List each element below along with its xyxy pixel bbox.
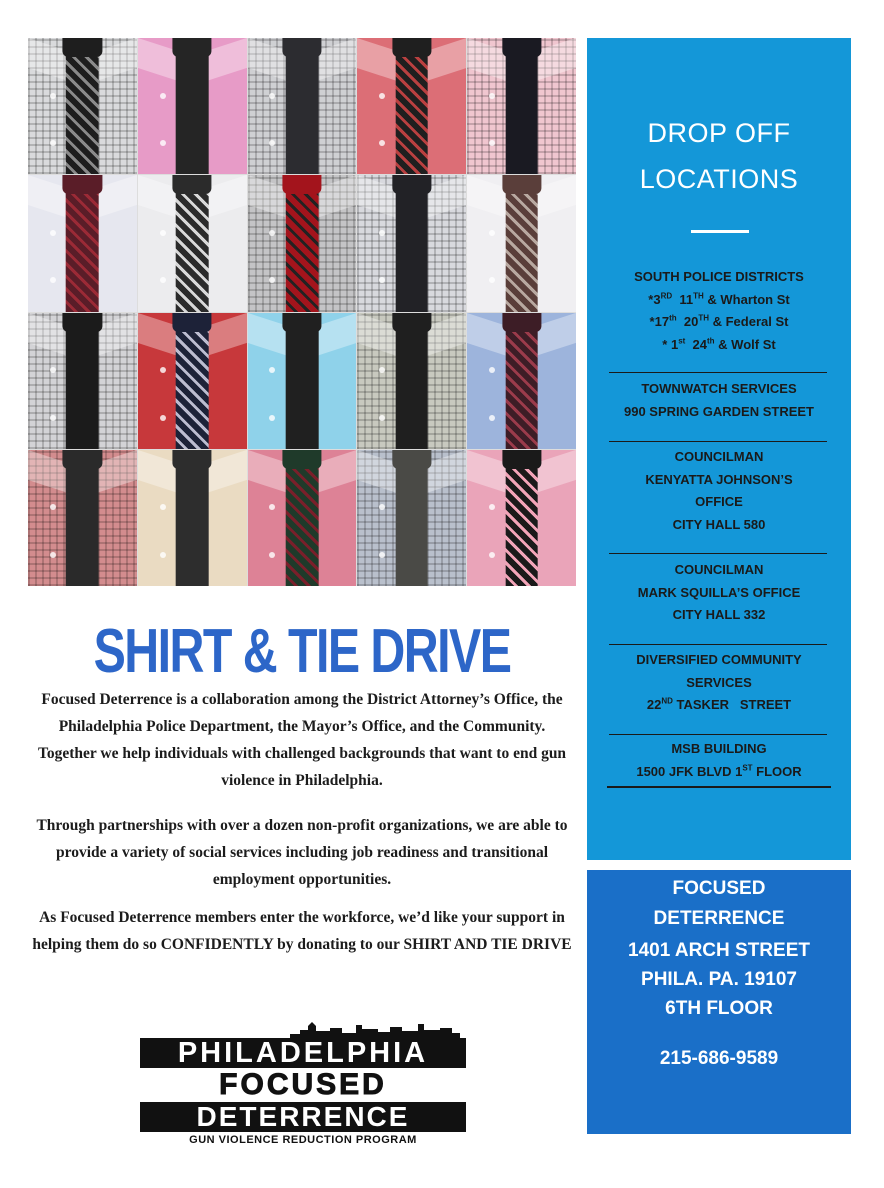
- necktie: [176, 313, 209, 449]
- shirt-tie-tile: [467, 313, 576, 449]
- shirt-tie-tile: [28, 450, 137, 586]
- intro-paragraph: Focused Deterrence is a collaboration among the District Attorney’s Office, the Philadelphia Police Department, the Mayor’s Office, and the Community. Together we help individuals with challenged backgrounds that want to end gun violence in Philadelphia.: [37, 691, 567, 789]
- shirt-tie-tile: [467, 450, 576, 586]
- location-townwatch: [607, 378, 831, 423]
- squilla-line-3: CITY HALL 332: [672, 607, 766, 622]
- squilla-line-1: COUNCILMAN: [674, 562, 764, 577]
- necktie: [176, 38, 209, 174]
- drop-off-heading: [587, 110, 851, 202]
- townwatch-name: TOWNWATCH SERVICES: [641, 381, 797, 396]
- location-south-districts: [607, 266, 831, 356]
- shirt-tie-tile: [138, 38, 247, 174]
- address-line-3: 6TH FLOOR: [665, 998, 773, 1019]
- msb-address: 1500 JFK BLVD 1ST FLOOR: [636, 763, 802, 779]
- location-diversified-services: [607, 649, 831, 717]
- necktie: [286, 38, 319, 174]
- contact-organization: [587, 874, 851, 934]
- necktie: [66, 450, 99, 586]
- shirt-tie-tile: [467, 38, 576, 174]
- page-title: SHIRT & TIE DRIVE: [93, 617, 511, 686]
- shirts-and-ties-photo: [28, 38, 576, 586]
- shirt-tie-tile: [28, 313, 137, 449]
- donation-paragraph: As Focused Deterrence members enter the workforce, we’d like your support in helping them do so CONFIDENTLY by donating to our SHIRT AND TIE DRIVE: [32, 909, 572, 953]
- necktie: [66, 313, 99, 449]
- location-divider: [607, 786, 831, 788]
- johnson-line-3: OFFICE: [695, 494, 743, 509]
- logo-tagline: GUN VIOLENCE REDUCTION PROGRAM: [189, 1134, 417, 1146]
- necktie: [395, 38, 428, 174]
- location-squilla-office: [607, 559, 831, 627]
- necktie: [66, 38, 99, 174]
- necktie: [66, 175, 99, 311]
- address-line-2: PHILA. PA. 19107: [641, 969, 797, 990]
- contact-phone: 215-686-9589: [659, 1048, 779, 1069]
- shirt-tie-tile: [248, 450, 357, 586]
- necktie: [286, 450, 319, 586]
- drop-off-panel: [587, 38, 851, 860]
- logo-deterrence: DETERRENCE: [140, 1102, 466, 1132]
- necktie: [505, 313, 538, 449]
- shirt-tie-tile: [467, 175, 576, 311]
- partnerships-paragraph: Through partnerships with over a dozen non-profit organizations, we are able to provide a variety of social services including job readiness and transitional employment opportunities.: [36, 817, 568, 888]
- location-divider: [609, 553, 827, 554]
- location-msb-building: [607, 738, 831, 783]
- heading-line-1: DROP OFF: [647, 118, 791, 148]
- org-line-2: DETERRENCE: [653, 908, 785, 929]
- johnson-line-4: CITY HALL 580: [672, 516, 766, 532]
- south-title: SOUTH POLICE DISTRICTS: [634, 269, 804, 284]
- diversified-line-1: DIVERSIFIED COMMUNITY: [636, 652, 802, 667]
- south-district-3: * 1st 24th & Wolf St: [662, 336, 776, 352]
- necktie: [395, 313, 428, 449]
- logo-philadelphia: PHILADELPHIA: [140, 1038, 466, 1068]
- south-district-2: *17th 20TH & Federal St: [649, 313, 789, 329]
- contact-box: [587, 870, 851, 1134]
- shirt-tie-tile: [248, 313, 357, 449]
- location-divider: [609, 441, 827, 442]
- shirt-tie-tile: [357, 175, 466, 311]
- org-line-1: FOCUSED: [672, 878, 766, 899]
- townwatch-address: 990 SPRING GARDEN STREET: [624, 403, 814, 419]
- necktie: [505, 38, 538, 174]
- shirt-tie-tile: [138, 313, 247, 449]
- shirt-tie-tile: [357, 313, 466, 449]
- johnson-line-1: COUNCILMAN: [674, 449, 764, 464]
- address-line-1: 1401 ARCH STREET: [628, 940, 810, 961]
- necktie: [505, 450, 538, 586]
- location-divider: [609, 372, 827, 373]
- location-divider: [609, 644, 827, 645]
- location-johnson-office: [607, 446, 831, 536]
- shirt-tie-tile: [357, 38, 466, 174]
- shirt-tie-tile: [138, 175, 247, 311]
- diversified-line-2: SERVICES: [686, 674, 752, 690]
- focused-deterrence-logo: [140, 1022, 466, 1146]
- msb-line-1: MSB BUILDING: [671, 741, 767, 756]
- necktie: [176, 175, 209, 311]
- necktie: [395, 450, 428, 586]
- shirt-tie-tile: [28, 175, 137, 311]
- shirt-tie-tile: [248, 175, 357, 311]
- necktie: [286, 313, 319, 449]
- necktie: [286, 175, 319, 311]
- necktie: [505, 175, 538, 311]
- diversified-address: 22ND TASKER STREET: [646, 696, 792, 712]
- necktie: [176, 450, 209, 586]
- johnson-line-2: KENYATTA JOHNSON’S: [645, 471, 793, 487]
- logo-focused: FOCUSED: [140, 1070, 466, 1100]
- shirt-tie-tile: [357, 450, 466, 586]
- south-district-1: *3RD 11TH & Wharton St: [648, 291, 790, 307]
- shirt-tie-tile: [28, 38, 137, 174]
- heading-line-2: LOCATIONS: [639, 164, 799, 194]
- location-divider: [609, 734, 827, 735]
- heading-divider: [691, 230, 749, 233]
- shirt-tie-tile: [248, 38, 357, 174]
- shirt-tie-tile: [138, 450, 247, 586]
- contact-address: [587, 936, 851, 1023]
- necktie: [395, 175, 428, 311]
- squilla-line-2: MARK SQUILLA’S OFFICE: [637, 584, 801, 600]
